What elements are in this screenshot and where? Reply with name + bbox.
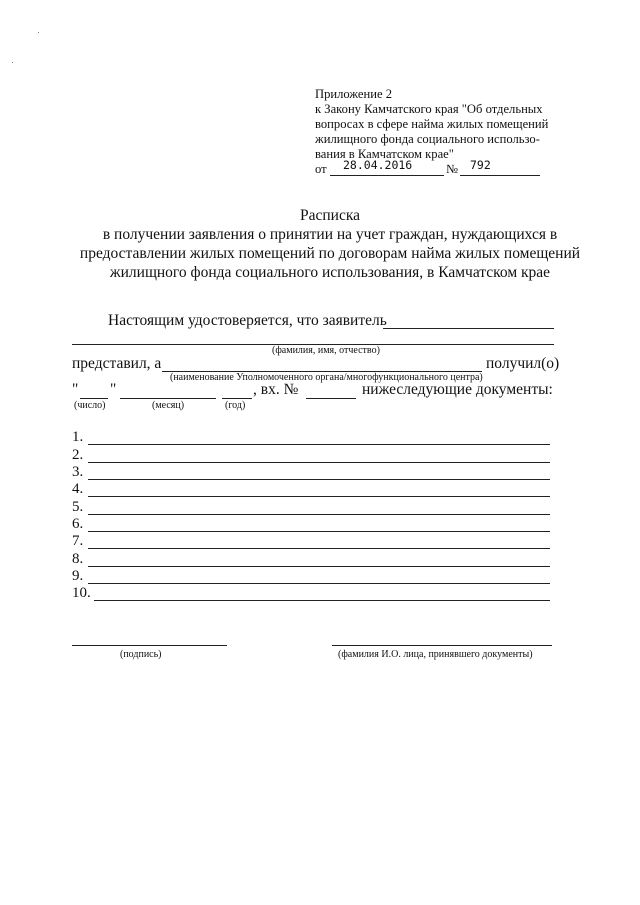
day-field[interactable] [80, 398, 108, 399]
annex-line: вания в Камчатском крае" [315, 147, 454, 161]
annex-line: жилищного фонда социального использо- [315, 132, 540, 146]
annex-number: 792 [470, 158, 491, 172]
list-item-number: 3. [72, 464, 84, 480]
annex-line: к Закону Камчатского края "Об отдельных [315, 102, 543, 116]
annex-line: вопросах в сфере найма жилых помещений [315, 117, 549, 131]
document-field-7[interactable] [88, 548, 550, 549]
certify-text: Настоящим удостоверяется, что заявитель [108, 312, 387, 329]
fio-caption: (фамилия, имя, отчество) [272, 345, 380, 356]
title-line: предоставлении жилых помещений по договорам найма жилых помещений [79, 245, 581, 262]
document-field-8[interactable] [88, 566, 550, 567]
month-field[interactable] [120, 398, 216, 399]
list-item-number: 7. [72, 533, 84, 549]
title-line: в получении заявления о принятии на учет граждан, нуждающихся в [102, 226, 558, 243]
quote-open: " [72, 381, 79, 398]
annex-title: Приложение 2 [315, 87, 393, 101]
month-caption: (месяц) [152, 400, 185, 411]
document-field-9[interactable] [88, 583, 550, 584]
scan-speck [12, 62, 13, 63]
title-heading: Расписка [299, 207, 361, 224]
list-item-number: 1. [72, 429, 84, 445]
document-field-4[interactable] [88, 496, 550, 497]
document-field-2[interactable] [88, 462, 550, 463]
quote-close: " [110, 381, 117, 398]
applicant-field[interactable] [383, 328, 554, 329]
presented-label: представил, а [72, 355, 162, 372]
document-field-1[interactable] [88, 444, 550, 445]
documents-label: нижеследующие документы: [362, 381, 553, 398]
document-field-5[interactable] [88, 514, 550, 515]
list-item-number: 5. [72, 499, 84, 515]
scan-speck [38, 32, 39, 33]
list-item-number: 8. [72, 551, 84, 567]
received-label: получил(о) [486, 355, 560, 372]
list-item-number: 4. [72, 481, 84, 497]
document-field-3[interactable] [88, 479, 550, 480]
list-item-number: 2. [72, 447, 84, 463]
annex-date: 28.04.2016 [343, 158, 413, 172]
day-caption: (число) [74, 400, 106, 411]
receiver-name-field[interactable] [332, 645, 552, 646]
signature-caption: (подпись) [120, 649, 162, 660]
document-field-6[interactable] [88, 531, 550, 532]
annex-number-label: № [446, 162, 459, 176]
number-underline [460, 175, 540, 176]
incoming-number-field[interactable] [306, 398, 356, 399]
document-field-10[interactable] [94, 600, 550, 601]
date-underline [330, 175, 444, 176]
list-item-number: 9. [72, 568, 84, 584]
list-item-number: 6. [72, 516, 84, 532]
list-item-number: 10. [72, 585, 91, 601]
year-caption: (год) [225, 400, 246, 411]
title-line: жилищного фонда социального использования, в Камчатском крае [109, 264, 551, 281]
year-field[interactable] [222, 398, 252, 399]
signature-field[interactable] [72, 645, 227, 646]
annex-from-label: от [315, 162, 327, 176]
incoming-label: , вх. № [253, 381, 299, 398]
receiver-name-caption: (фамилия И.О. лица, принявшего документы) [338, 649, 533, 660]
organization-caption: (наименование Уполномоченного органа/многофункционального центра) [170, 372, 483, 383]
